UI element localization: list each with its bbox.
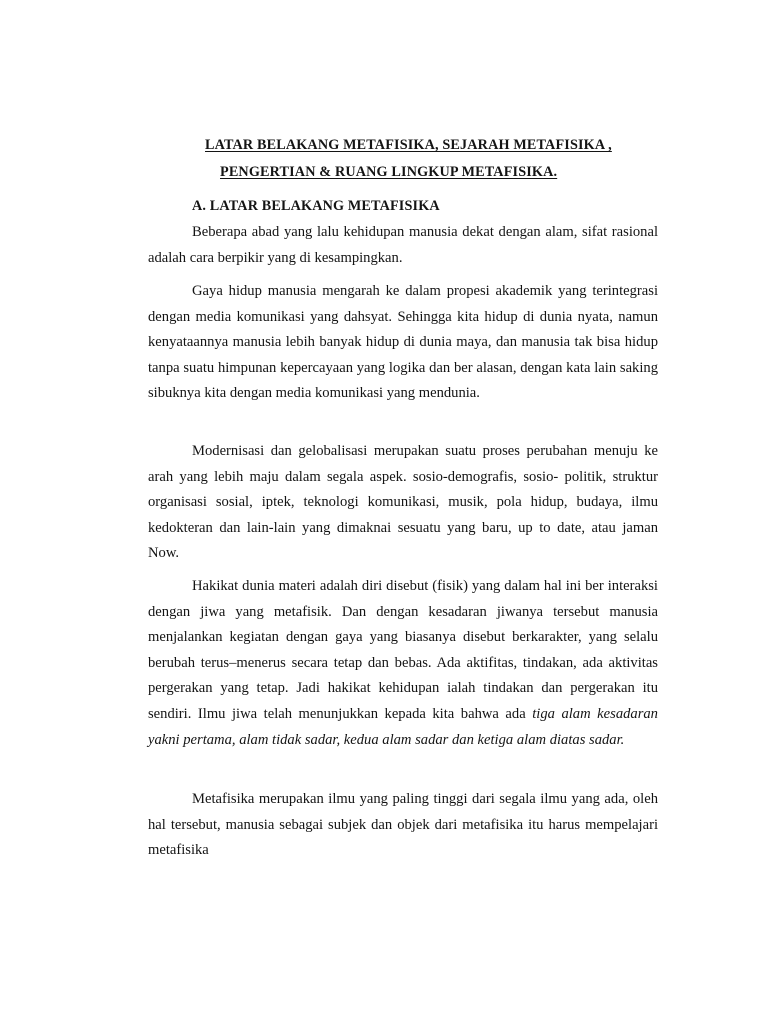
document-title-line-2: PENGERTIAN & RUANG LINGKUP METAFISIKA. <box>220 164 558 180</box>
paragraph-3: Modernisasi dan gelobalisasi merupakan suatu proses perubahan menuju ke arah yang lebih maju dalam segala aspek. sosio-demografis, sosio- politik, struktur organisasi sosial, iptek, teknologi komunikasi, musik, pola hidup, budaya, ilmu kedokteran dan lain-lain yang dimaknai sesuatu yang baru, up to date, atau jaman Now. <box>148 443 658 562</box>
paragraph-1: Beberapa abad yang lalu kehidupan manusia dekat dengan alam, sifat rasional adalah cara berpikir yang di kesampingkan. <box>148 224 658 266</box>
paragraph-2: Gaya hidup manusia mengarah ke dalam propesi akademik yang terintegrasi dengan media komunikasi yang dahsyat. Sehingga kita hidup di dunia nyata, namun kenyataannya manusia lebih banyak hidup di dunia maya, dan manusia tak bisa hidup tanpa suatu himpunan kepercayaan yang logika dan ber alasan, dengan kata lain saking sibuknya kita dengan media komunikasi yang mendunia. <box>148 283 658 402</box>
paragraph-4 <box>148 574 658 753</box>
document-title-line-1: LATAR BELAKANG METAFISIKA, SEJARAH METAFISIKA , <box>205 137 612 153</box>
paragraph-4-italic-text: tiga alam kesadaran yakni pertama, alam tidak sadar, kedua alam sadar dan ketiga alam diatas sadar. <box>148 705 658 748</box>
section-heading: A. LATAR BELAKANG METAFISIKA <box>192 198 440 214</box>
paragraph-4-text: Hakikat dunia materi adalah diri disebut (fisik) yang dalam hal ini ber interaksi dengan jiwa yang metafisik. Dan dengan kesadaran jiwanya tersebut manusia menjalankan kegiatan dengan gaya yang biasanya disebut berkarakter, yang selalu berubah terus–menerus secara tetap dan bebas. Ada aktifitas, tindakan, ada aktivitas pergerakan yang tetap. Jadi hakikat kehidupan ialah tindakan dan pergerakan itu sendiri. Ilmu jiwa telah menunjukkan kepada kita bahwa ada <box>148 578 658 722</box>
paragraph-5: Metafisika merupakan ilmu yang paling tinggi dari segala ilmu yang ada, oleh hal tersebut, manusia sebagai subjek dan objek dari metafisika itu harus mempelajari metafisika <box>148 791 658 859</box>
